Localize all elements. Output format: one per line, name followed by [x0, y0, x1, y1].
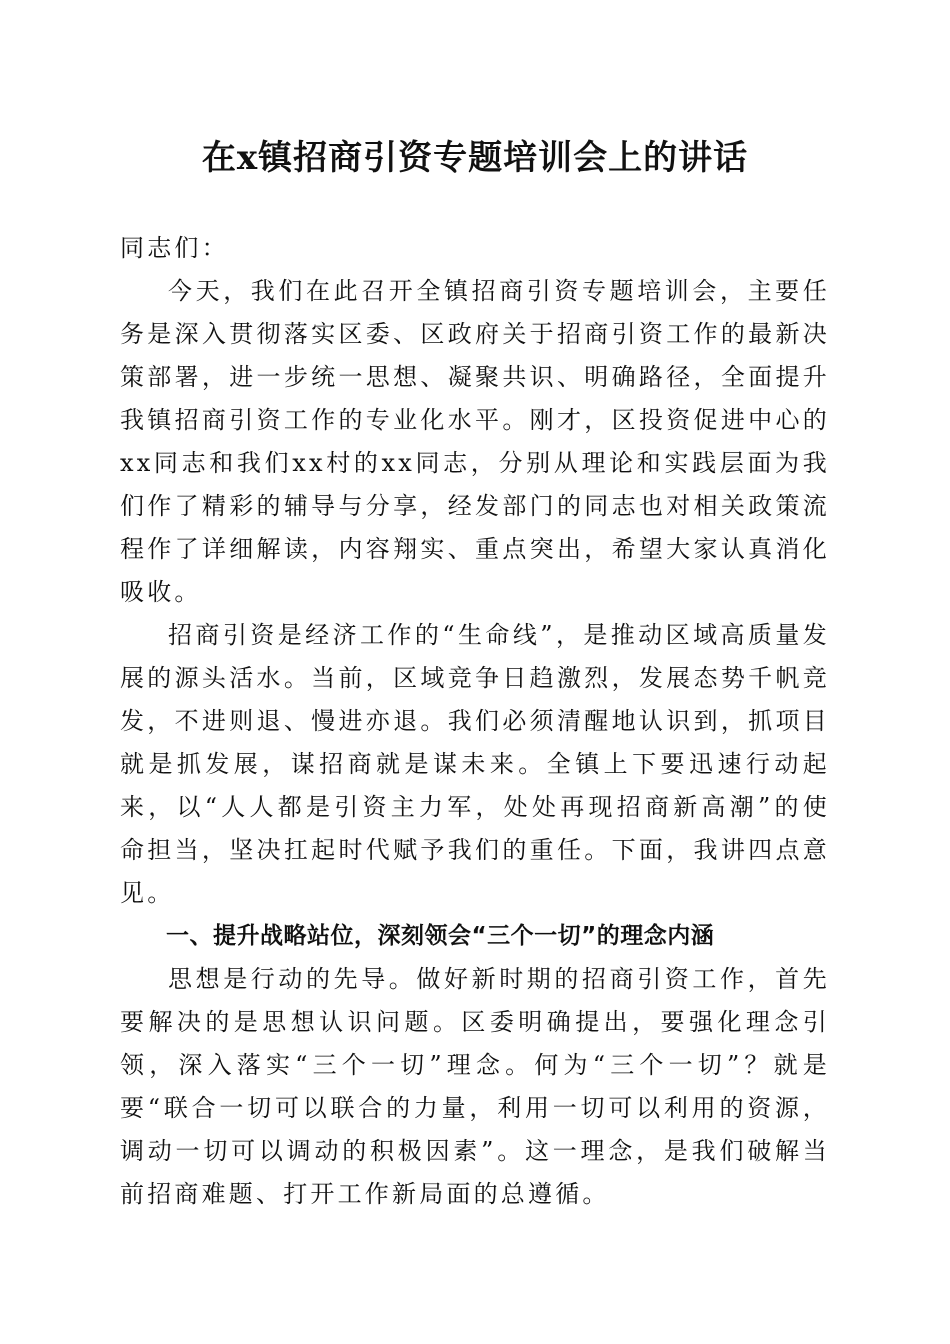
salutation: 同志们： [120, 234, 229, 262]
section-1-paragraph: 思想是行动的先导。做好新时期的招商引资工作，首先要解决的是思想认识问题。区委明确提出，要强化理念引领，深入落实“三个一切”理念。何为“三个一切”？就是要“联合一切可以联合的力量，利用一切可以利用的资源，调动一切可以调动的积极因素”。这一理念，是我们破解当前招商难题、打开工作新局面的总遵循。 [120, 965, 830, 1208]
section-heading-1: 一、提升战略站位，深刻领会“三个一切”的理念内涵 [166, 923, 715, 949]
document-body [120, 227, 830, 1216]
body-paragraph-2: 招商引资是经济工作的“生命线”，是推动区域高质量发展的源头活水。当前，区域竞争日趋激烈，发展态势千帆竞发，不进则退、慢进亦退。我们必须清醒地认识到，抓项目就是抓发展，谋招商就是谋未来。全镇上下要迅速行动起来，以“人人都是引资主力军，处处再现招商新高潮”的使命担当，坚决扛起时代赋予我们的重任。下面，我讲四点意见。 [120, 621, 830, 907]
body-paragraph-1: 今天，我们在此召开全镇招商引资专题培训会，主要任务是深入贯彻落实区委、区政府关于招商引资工作的最新决策部署，进一步统一思想、凝聚共识、明确路径，全面提升我镇招商引资工作的专业化水平。刚才，区投资促进中心的xx同志和我们xx村的xx同志，分别从理论和实践层面为我们作了精彩的辅导与分享，经发部门的同志也对相关政策流程作了详细解读，内容翔实、重点突出，希望大家认真消化吸收。 [120, 277, 830, 606]
document-title: 在x镇招商引资专题培训会上的讲话 [201, 138, 749, 178]
